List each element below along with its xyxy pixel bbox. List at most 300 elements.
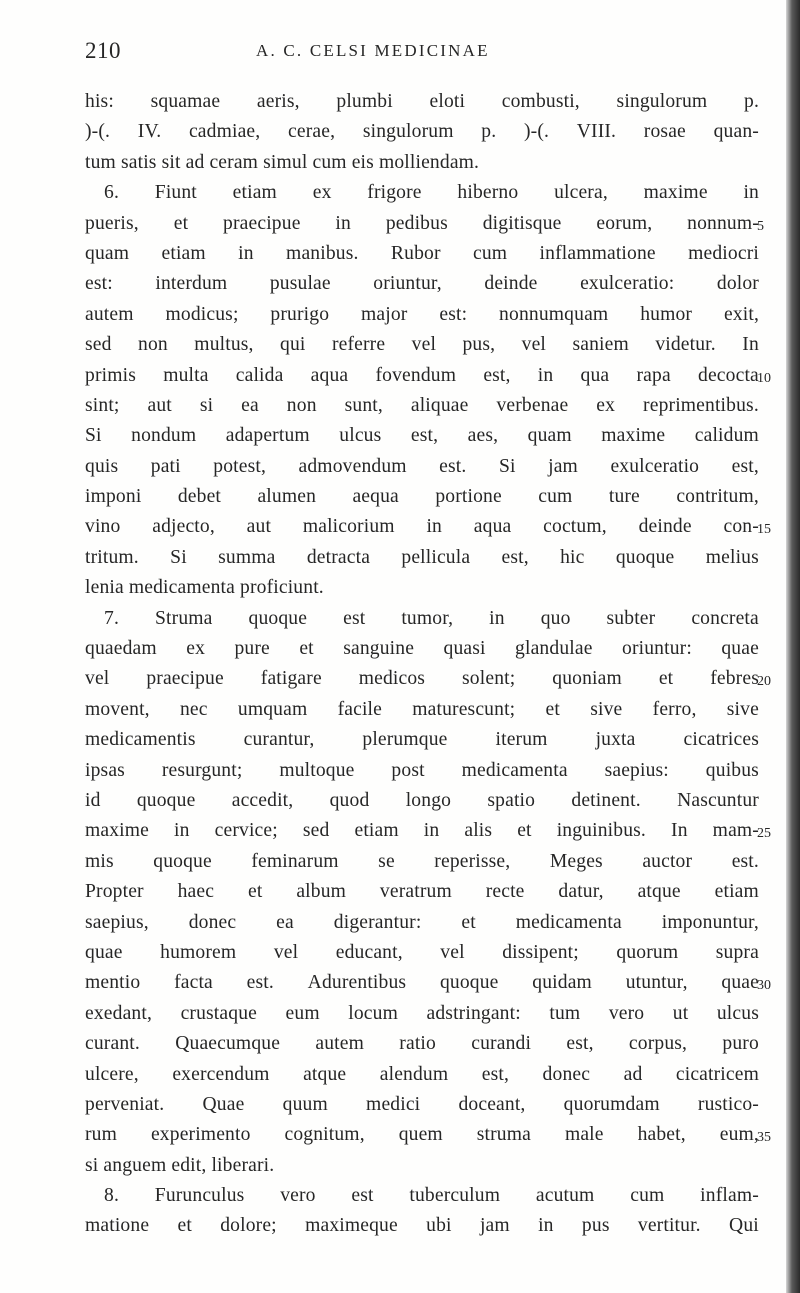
word: plerumque	[362, 729, 448, 751]
word: ipsas	[85, 759, 125, 781]
word: portione	[435, 486, 502, 508]
word: id	[85, 789, 101, 811]
word: quorum	[616, 941, 679, 963]
line-text	[85, 87, 759, 117]
word: inguinibus.	[556, 820, 646, 842]
word: aqua	[473, 516, 512, 538]
word: oriuntur,	[373, 273, 442, 295]
word: p.	[481, 121, 497, 143]
word: aes,	[467, 425, 499, 447]
word: curandi	[471, 1033, 532, 1055]
line-text	[85, 209, 759, 239]
word: humor	[640, 303, 693, 325]
line-text	[85, 391, 759, 421]
word: detracta	[306, 546, 371, 568]
word: ulcera,	[554, 182, 608, 204]
word: est,	[483, 364, 511, 386]
word: reprimentibus.	[643, 394, 759, 416]
word: facile	[337, 698, 382, 720]
word: jam	[548, 455, 578, 477]
word: post	[391, 759, 425, 781]
word: quoque	[136, 789, 196, 811]
word: qua	[580, 364, 610, 386]
word: multa	[163, 364, 209, 386]
word: in	[743, 182, 759, 204]
word: accedit,	[231, 789, 294, 811]
word: curantur,	[243, 729, 315, 751]
word: medicos	[358, 668, 426, 690]
text-line	[85, 1060, 759, 1090]
line-text	[85, 1029, 759, 1059]
word: vel	[273, 941, 299, 963]
word: deinde	[638, 516, 692, 538]
word: exercendum	[172, 1063, 270, 1085]
word: inflam-	[700, 1185, 759, 1207]
word: matione	[85, 1215, 150, 1237]
word: pellicula	[401, 546, 471, 568]
word: concreta	[691, 607, 759, 629]
line-text	[104, 1181, 759, 1211]
word: quibus	[705, 759, 759, 781]
word: eloti	[429, 91, 466, 112]
text-line	[85, 664, 771, 694]
word: in	[335, 212, 351, 234]
word: saniem	[572, 334, 629, 356]
line-text	[85, 117, 759, 147]
word: alis	[464, 820, 493, 842]
line-text	[85, 786, 759, 816]
word: facta	[174, 972, 213, 994]
word: spatio	[487, 789, 536, 811]
text-line	[85, 634, 759, 664]
word: sive	[726, 698, 759, 720]
word: Propter	[85, 881, 144, 903]
word: in	[423, 820, 440, 842]
text-line	[85, 452, 759, 482]
word: quam	[527, 425, 572, 447]
line-text	[85, 482, 759, 512]
word: maxime	[643, 182, 708, 204]
text-line	[85, 117, 759, 147]
word: et	[173, 212, 189, 234]
word: pedibus	[385, 212, 448, 234]
word: est.	[246, 972, 274, 994]
word: VIII.	[576, 121, 617, 143]
word: squamae	[150, 91, 221, 112]
word: rapa	[636, 364, 671, 386]
text-line	[85, 87, 759, 117]
line-text	[85, 847, 759, 877]
word: iterum	[495, 729, 548, 751]
word: feminarum	[251, 850, 339, 872]
word: hiberno	[457, 182, 519, 204]
word: alendum	[379, 1063, 449, 1085]
line-text	[85, 938, 759, 968]
text-line	[85, 300, 759, 330]
word: inflammatione	[539, 242, 656, 264]
word: atque	[303, 1063, 347, 1085]
text-line	[85, 512, 771, 542]
word: cum	[473, 242, 508, 264]
word: est	[351, 1185, 374, 1207]
word: pus	[581, 1215, 610, 1237]
word: Struma	[155, 607, 213, 629]
word: rum	[85, 1124, 118, 1146]
word: Rubor	[390, 242, 441, 264]
word: rosae	[643, 121, 686, 143]
line-text	[85, 908, 759, 938]
word: Quae	[202, 1093, 245, 1115]
word: nonnum-	[687, 212, 759, 234]
word: maturescunt;	[412, 698, 516, 720]
word: sanguine	[343, 638, 415, 660]
word: medicamenta	[461, 759, 568, 781]
text-line	[85, 209, 764, 239]
word: in	[174, 820, 190, 842]
word: locum	[348, 1002, 398, 1024]
word: est:	[439, 303, 468, 325]
text-line	[85, 239, 759, 269]
word: quaedam	[85, 638, 157, 660]
word: exulceratio	[610, 455, 700, 477]
word: calidum	[694, 425, 759, 447]
word: frigore	[367, 182, 422, 204]
word: sed	[85, 334, 112, 356]
word: mam-	[712, 820, 759, 842]
word: quam	[85, 242, 130, 264]
word: ex	[596, 394, 616, 416]
line-number: 10	[757, 370, 771, 386]
word: febres	[710, 668, 759, 690]
word: Si	[498, 455, 516, 477]
word: mediocri	[688, 242, 759, 264]
word: doceant,	[458, 1093, 526, 1115]
word: praecipue	[146, 668, 224, 690]
word: quod	[329, 789, 370, 811]
line-text	[85, 1120, 759, 1150]
word: vertitur.	[637, 1215, 701, 1237]
word: movent,	[85, 698, 150, 720]
word: perveniat.	[85, 1093, 165, 1115]
word: quum	[282, 1093, 328, 1115]
word: quidam	[532, 972, 592, 994]
word: cicatricem	[675, 1063, 759, 1085]
word: maxime	[601, 425, 666, 447]
word: ea	[276, 911, 294, 933]
word: cognitum,	[284, 1124, 365, 1146]
word: album	[296, 881, 347, 903]
word: 6.	[104, 182, 119, 204]
word: saepius,	[85, 911, 149, 933]
word: est.	[439, 455, 467, 477]
word: jam	[479, 1215, 510, 1237]
word: praecipue	[223, 212, 301, 234]
word: melius	[705, 546, 759, 568]
word: aut	[246, 516, 272, 538]
line-text: si anguem edit, liberari.	[85, 1154, 275, 1176]
text-line	[85, 604, 759, 634]
text-line	[85, 269, 759, 299]
word: non	[286, 394, 317, 416]
word: est,	[410, 425, 439, 447]
word: resurgunt;	[161, 759, 243, 781]
line-number: 20	[757, 674, 771, 690]
text-line	[85, 1151, 759, 1181]
word: verbenae	[496, 394, 569, 416]
word: veratrum	[379, 881, 452, 903]
word: 8.	[104, 1185, 119, 1207]
word: Nascuntur	[677, 789, 759, 811]
word: autem	[315, 1033, 364, 1055]
word: vel	[411, 334, 437, 356]
word: auctor	[642, 850, 693, 872]
word: )-(.	[523, 121, 550, 143]
word: tumor,	[401, 607, 454, 629]
word: aliquae	[410, 394, 469, 416]
line-text: lenia medicamenta proficiunt.	[85, 577, 324, 599]
word: et	[247, 881, 263, 903]
word: coctum,	[543, 516, 607, 538]
word: potest,	[213, 455, 267, 477]
word: etiam	[354, 820, 399, 842]
word: quis	[85, 455, 119, 477]
word: experimento	[150, 1124, 251, 1146]
word: in	[426, 516, 442, 538]
word: medicamenta	[515, 911, 622, 933]
word: admovendum	[298, 455, 407, 477]
word: juxta	[595, 729, 636, 751]
word: curant.	[85, 1033, 140, 1055]
word: puro	[722, 1033, 759, 1055]
word: vino	[85, 516, 121, 538]
word: Si	[85, 425, 102, 447]
word: digitisque	[482, 212, 562, 234]
word: cadmiae,	[188, 121, 261, 143]
text-line	[85, 1029, 759, 1059]
word: Quaecumque	[175, 1033, 281, 1055]
word: pueris,	[85, 212, 139, 234]
word: etiam	[161, 242, 206, 264]
text-line	[85, 877, 759, 907]
line-text	[85, 1060, 759, 1090]
word: digerantur:	[333, 911, 422, 933]
word: ad	[623, 1063, 643, 1085]
word: modicus;	[165, 303, 239, 325]
line-text: tum satis sit ad ceram simul cum eis molliendam.	[85, 151, 480, 173]
text-line	[85, 786, 759, 816]
word: tuberculum	[409, 1185, 501, 1207]
word: vel	[521, 334, 547, 356]
word: IV.	[137, 121, 162, 143]
word: videtur.	[655, 334, 716, 356]
word: Meges	[549, 850, 603, 872]
line-text	[85, 421, 759, 451]
word: crustaque	[180, 1002, 257, 1024]
line-text	[85, 816, 759, 846]
text-line	[85, 1120, 771, 1150]
word: ubi	[426, 1215, 452, 1237]
word: aequa	[352, 486, 399, 508]
word: reperisse,	[434, 850, 511, 872]
word: ture	[608, 486, 640, 508]
word: est,	[731, 455, 759, 477]
word: eum,	[719, 1124, 759, 1146]
word: malicorium	[302, 516, 395, 538]
word: his:	[85, 91, 114, 112]
word: decocta	[698, 364, 759, 386]
word: ex	[312, 182, 332, 204]
word: aeris,	[256, 91, 300, 112]
word: maximeque	[305, 1215, 398, 1237]
word: rustico-	[697, 1093, 759, 1115]
line-text	[85, 999, 759, 1029]
word: pus,	[462, 334, 496, 356]
word: nonnumquam	[499, 303, 609, 325]
word: Si	[170, 546, 187, 568]
word: ulcus	[716, 1002, 759, 1024]
word: quorumdam	[563, 1093, 660, 1115]
word: longo	[405, 789, 452, 811]
word: in	[538, 1215, 554, 1237]
word: dolore;	[220, 1215, 277, 1237]
word: utuntur,	[625, 972, 688, 994]
word: summa	[218, 546, 276, 568]
page-header	[0, 38, 800, 66]
word: aqua	[310, 364, 349, 386]
word: est,	[501, 546, 529, 568]
word: est,	[481, 1063, 510, 1085]
line-number: 25	[757, 826, 771, 842]
word: medicamentis	[85, 729, 196, 751]
word: quae	[85, 941, 123, 963]
word: quae	[721, 972, 759, 994]
word: vero	[280, 1185, 316, 1207]
word: plumbi	[336, 91, 393, 112]
word: medici	[366, 1093, 421, 1115]
line-text	[85, 239, 759, 269]
running-head: A. C. CELSI MEDICINAE	[256, 41, 490, 60]
word: )-(.	[85, 121, 111, 143]
word: habet,	[637, 1124, 686, 1146]
word: ulcus	[339, 425, 382, 447]
word: donec	[542, 1063, 591, 1085]
line-text	[85, 1090, 759, 1120]
word: quo	[540, 607, 571, 629]
page-edge-shadow	[786, 0, 800, 1293]
word: sed	[302, 820, 330, 842]
word: quoque	[248, 607, 308, 629]
word: Fiunt	[154, 182, 197, 204]
word: supra	[715, 941, 759, 963]
word: cum	[630, 1185, 665, 1207]
text-line	[85, 421, 759, 451]
text-line	[85, 361, 771, 391]
word: male	[564, 1124, 604, 1146]
word: tritum.	[85, 546, 139, 568]
word: acutum	[535, 1185, 595, 1207]
text-line	[85, 695, 759, 725]
word: quoniam	[552, 668, 622, 690]
word: cicatrices	[683, 729, 759, 751]
word: dissipent;	[502, 941, 579, 963]
word: 7.	[104, 607, 119, 629]
word: Furunculus	[154, 1185, 245, 1207]
word: ulcere,	[85, 1063, 139, 1085]
line-text	[85, 756, 759, 786]
word: ut	[672, 1002, 689, 1024]
word: ratio	[399, 1033, 436, 1055]
line-number: 15	[757, 522, 771, 538]
line-text	[85, 300, 759, 330]
word: vel	[85, 668, 110, 690]
line-text	[85, 695, 759, 725]
text-line	[85, 391, 759, 421]
line-text	[104, 604, 759, 634]
word: solent;	[462, 668, 516, 690]
word: adstringant:	[426, 1002, 521, 1024]
line-text	[85, 361, 759, 391]
word: et	[299, 638, 314, 660]
line-text	[85, 269, 759, 299]
word: Adurentibus	[307, 972, 407, 994]
page-number: 210	[85, 38, 121, 63]
word: fatigare	[260, 668, 322, 690]
word: interdum	[155, 273, 228, 295]
word: datur,	[558, 881, 604, 903]
word: dolor	[716, 273, 759, 295]
word: con-	[723, 516, 759, 538]
word: humorem	[160, 941, 237, 963]
body-text	[85, 87, 785, 1242]
word: ea	[241, 394, 259, 416]
line-text	[85, 1211, 759, 1241]
word: educant,	[335, 941, 403, 963]
text-line	[85, 968, 771, 998]
line-number: 35	[757, 1130, 771, 1146]
word: multus,	[194, 334, 254, 356]
word: p.	[744, 91, 759, 112]
word: vero	[608, 1002, 645, 1024]
word: et	[177, 1215, 192, 1237]
word: atque	[637, 881, 681, 903]
word: In	[742, 334, 759, 356]
text-line	[85, 999, 759, 1029]
word: debet	[177, 486, 222, 508]
word: et	[658, 668, 674, 690]
text-line	[85, 330, 759, 360]
word: nec	[179, 698, 208, 720]
word: manibus.	[286, 242, 359, 264]
text-line	[85, 1211, 759, 1241]
word: est:	[85, 273, 113, 295]
word: ferro,	[652, 698, 697, 720]
word: cerae,	[288, 121, 336, 143]
word: maxime	[85, 820, 150, 842]
text-line	[85, 756, 759, 786]
word: mis	[85, 850, 114, 872]
word: subter	[606, 607, 656, 629]
word: exit,	[723, 303, 759, 325]
word: deinde	[484, 273, 538, 295]
word: singulorum	[616, 91, 708, 112]
word: sint;	[85, 394, 120, 416]
word: in	[537, 364, 554, 386]
word: oriuntur:	[622, 638, 692, 660]
word: ex	[186, 638, 206, 660]
word: vel	[440, 941, 465, 963]
word: si	[199, 394, 214, 416]
text-line	[85, 847, 759, 877]
